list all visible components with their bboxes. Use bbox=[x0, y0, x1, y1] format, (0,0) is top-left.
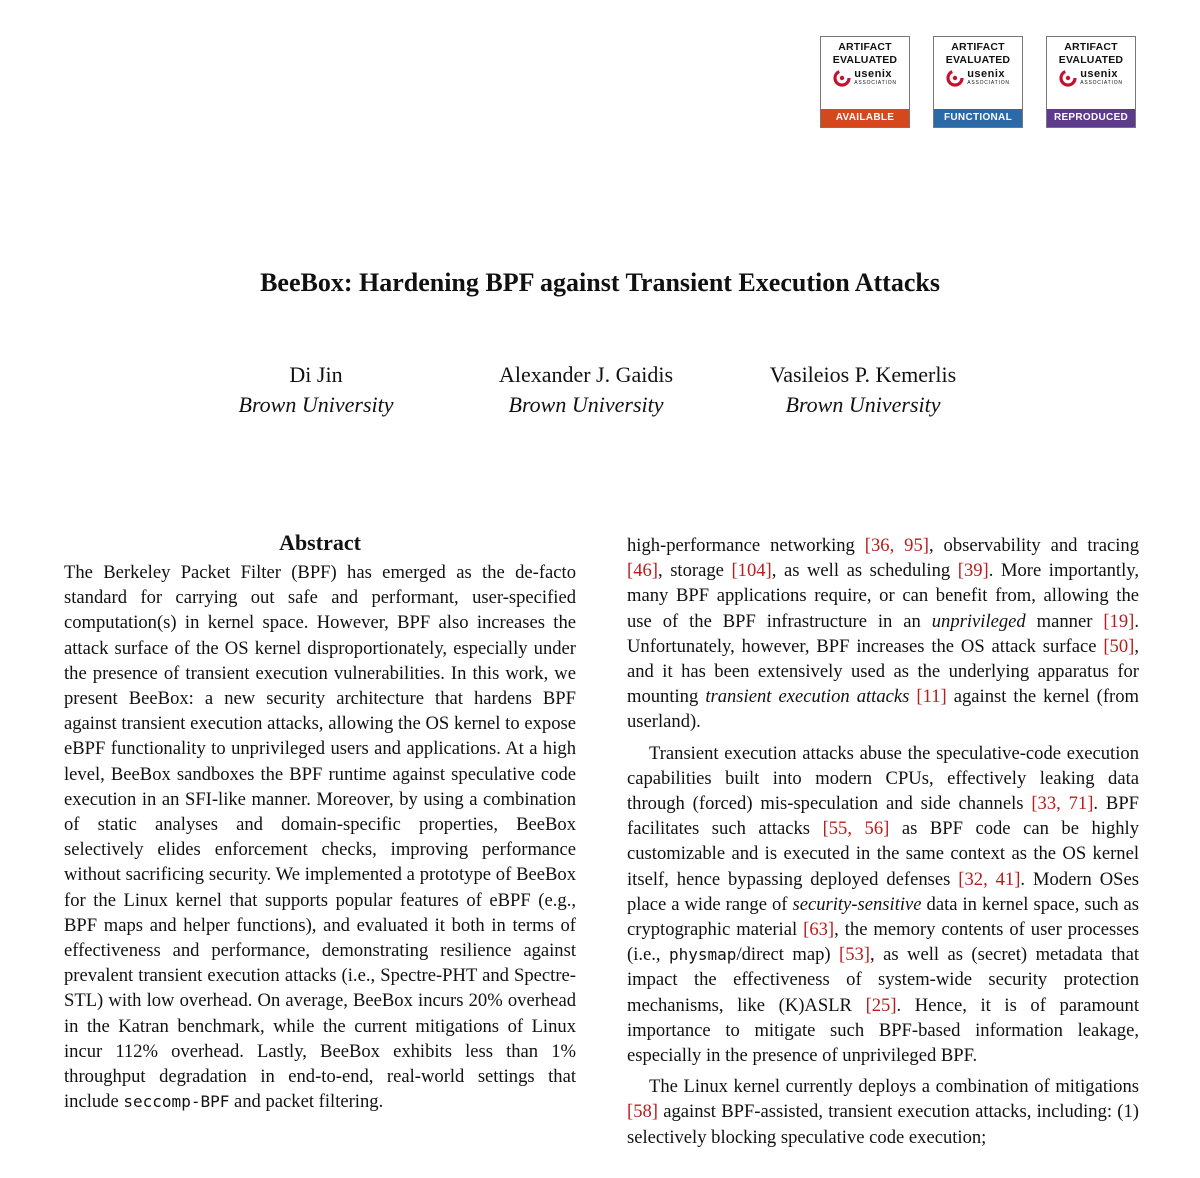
body-text: . Modern OSes place a wide range of bbox=[627, 868, 1140, 915]
usenix-logo bbox=[934, 69, 1022, 87]
body-text: data in kernel space, such as cryptographic material bbox=[627, 893, 1139, 941]
author-affiliation: Brown University bbox=[785, 392, 941, 417]
abstract-text: The Berkeley Packet Filter (BPF) has emerged as the de-facto standard for carrying out safe and performant, user-specified computation(s) in kernel space. However, BPF also increases the attack surface of the OS kernel disproportionately, especially under the presence of transient execution vulnerabilities. In this work, we present BeeBox: a new security architecture that hardens BPF against transient execution attacks, allowing the OS kernel to expose eBPF functionality to unprivileged users and applications. At a high level, BeeBox sandboxes the BPF runtime against speculative code execution in an SFI-like manner. Moreover, by using a combination of static analyses and domain-specific properties, BeeBox selectively elides enforcement checks, improving performance without sacrificing security. We implemented a prototype of BeeBox for the Linux kernel that supports popular features of eBPF (e.g., BPF maps and helper functions), and evaluated it both in terms of effectiveness and performance, demonstrating resilience against prevalent transient execution attacks (i.e., Spectre-PHT and Spectre-STL) with low overhead. On average, BeeBox incurs 20% overhead in the Katran benchmark, while the current mitigations of Linux incur 112% overhead. Lastly, BeeBox exhibits less than 1% throughput degradation in end-to-end, real-world settings that include bbox=[64, 562, 576, 1113]
author-2 bbox=[466, 360, 706, 420]
artifact-badges bbox=[820, 36, 1136, 128]
body-text: . BPF facilitates such attacks bbox=[627, 793, 1139, 840]
emphasis-text: transient execution attacks bbox=[705, 686, 910, 708]
body-text: , and it has been extensively used as the underlying apparatus for mounting bbox=[627, 635, 1139, 708]
badge-line2: EVALUATED bbox=[945, 54, 1011, 66]
citation-link[interactable]: [32, 41] bbox=[958, 868, 1021, 890]
badge-line1: ARTIFACT bbox=[838, 41, 892, 53]
badge-line2: EVALUATED bbox=[1058, 54, 1124, 66]
badge-label: AVAILABLE bbox=[821, 109, 909, 127]
body-text: . Hence, it is of paramount importance to mitigate such BPF-based information leakage, especially in the presence of unprivileged BPF. bbox=[627, 994, 1140, 1067]
association-text: ASSOCIATION bbox=[854, 80, 897, 86]
body-text: The Linux kernel currently deploys a combination of mitigations bbox=[649, 1076, 1139, 1098]
author-1 bbox=[216, 360, 416, 420]
citation-link[interactable]: [46] bbox=[627, 560, 658, 582]
body-text: high-performance networking bbox=[627, 535, 865, 556]
badge-line1: ARTIFACT bbox=[1064, 41, 1118, 53]
citation-link[interactable]: [25] bbox=[865, 994, 897, 1016]
badge-header bbox=[1047, 41, 1135, 67]
usenix-logo bbox=[1047, 69, 1135, 87]
usenix-text: usenix bbox=[854, 68, 893, 80]
citation-link[interactable]: [33, 71] bbox=[1031, 793, 1094, 815]
usenix-swirl-icon bbox=[946, 69, 964, 87]
citation-link[interactable]: [104] bbox=[731, 560, 772, 582]
association-text: ASSOCIATION bbox=[1080, 80, 1123, 86]
body-text: against BPF-assisted, transient execution attacks, including: (1) selectively blocking speculative code execution; bbox=[627, 1101, 1139, 1148]
intro-paragraph-1 bbox=[627, 533, 1139, 735]
author-affiliation: Brown University bbox=[238, 392, 394, 417]
emphasis-text: unprivileged bbox=[931, 610, 1026, 632]
intro-paragraph-3 bbox=[627, 1074, 1139, 1150]
citation-link[interactable]: [63] bbox=[803, 919, 835, 941]
intro-paragraph-2 bbox=[627, 741, 1139, 1069]
abstract-body bbox=[64, 560, 576, 1114]
intro-section bbox=[627, 533, 1139, 1150]
citation-link[interactable]: [53] bbox=[839, 944, 870, 966]
badge-label: FUNCTIONAL bbox=[934, 109, 1022, 127]
usenix-logo bbox=[821, 69, 909, 87]
author-name: Di Jin bbox=[289, 362, 343, 387]
usenix-swirl-icon bbox=[1059, 69, 1077, 87]
body-text: /direct map) bbox=[736, 944, 840, 966]
badge-line1: ARTIFACT bbox=[951, 41, 1005, 53]
association-text: ASSOCIATION bbox=[967, 80, 1010, 86]
citation-link[interactable]: [19] bbox=[1103, 610, 1135, 632]
abstract-text-end: and packet filtering. bbox=[229, 1091, 384, 1113]
body-text: , storage bbox=[657, 560, 732, 582]
emphasis-text: security-sensitive bbox=[792, 893, 922, 915]
citation-link[interactable]: [58] bbox=[627, 1101, 658, 1123]
author-name: Alexander J. Gaidis bbox=[498, 362, 674, 387]
body-text: Transient execution attacks abuse the speculative-code execution capabilities built into modern CPUs, effectively leaking data through (forced) mis-speculation and side channels bbox=[627, 742, 1139, 815]
body-text: , as well as (secret) metadata that impact the effectiveness of system-wide security protection mechanisms, like (K)ASLR bbox=[627, 944, 1139, 1016]
badge-available bbox=[820, 36, 910, 128]
author-affiliation: Brown University bbox=[508, 392, 664, 417]
abstract-section bbox=[64, 530, 576, 1114]
badge-label: REPRODUCED bbox=[1047, 109, 1135, 127]
body-text: as BPF code can be highly customizable and is executed in the same context as the OS kernel itself, hence bypassing deployed defenses bbox=[627, 818, 1140, 890]
abstract-code: seccomp-BPF bbox=[123, 1092, 230, 1112]
body-text: , the memory contents of user processes (i.e., bbox=[627, 919, 1139, 966]
badge-functional bbox=[933, 36, 1023, 128]
usenix-text: usenix bbox=[967, 68, 1006, 80]
citation-link[interactable]: [55, 56] bbox=[822, 818, 890, 840]
citation-link[interactable]: [36, 95] bbox=[864, 535, 929, 556]
abstract-heading: Abstract bbox=[279, 530, 361, 555]
code-text: physmap bbox=[669, 945, 737, 965]
badge-line2: EVALUATED bbox=[832, 54, 898, 66]
citation-link[interactable]: [50] bbox=[1103, 635, 1135, 657]
body-text: . Unfortunately, however, BPF increases the OS attack surface bbox=[627, 610, 1139, 657]
author-3 bbox=[738, 360, 988, 420]
body-text: against the kernel (from userland). bbox=[627, 686, 1139, 733]
body-text: , as well as scheduling bbox=[771, 560, 958, 582]
citation-link[interactable]: [39] bbox=[957, 560, 989, 582]
body-text: manner bbox=[1025, 610, 1104, 632]
badge-header bbox=[934, 41, 1022, 67]
body-text: . More importantly, many BPF applications require, or can benefit from, allowing the use of the BPF infrastructure in an bbox=[627, 560, 1139, 632]
citation-link[interactable]: [11] bbox=[916, 686, 947, 708]
usenix-swirl-icon bbox=[833, 69, 851, 87]
badge-reproduced bbox=[1046, 36, 1136, 128]
body-text: , observability and tracing bbox=[928, 535, 1139, 556]
paper-title: BeeBox: Hardening BPF against Transient Execution Attacks bbox=[260, 268, 940, 297]
badge-header bbox=[821, 41, 909, 67]
usenix-text: usenix bbox=[1080, 68, 1119, 80]
author-name: Vasileios P. Kemerlis bbox=[769, 362, 957, 387]
